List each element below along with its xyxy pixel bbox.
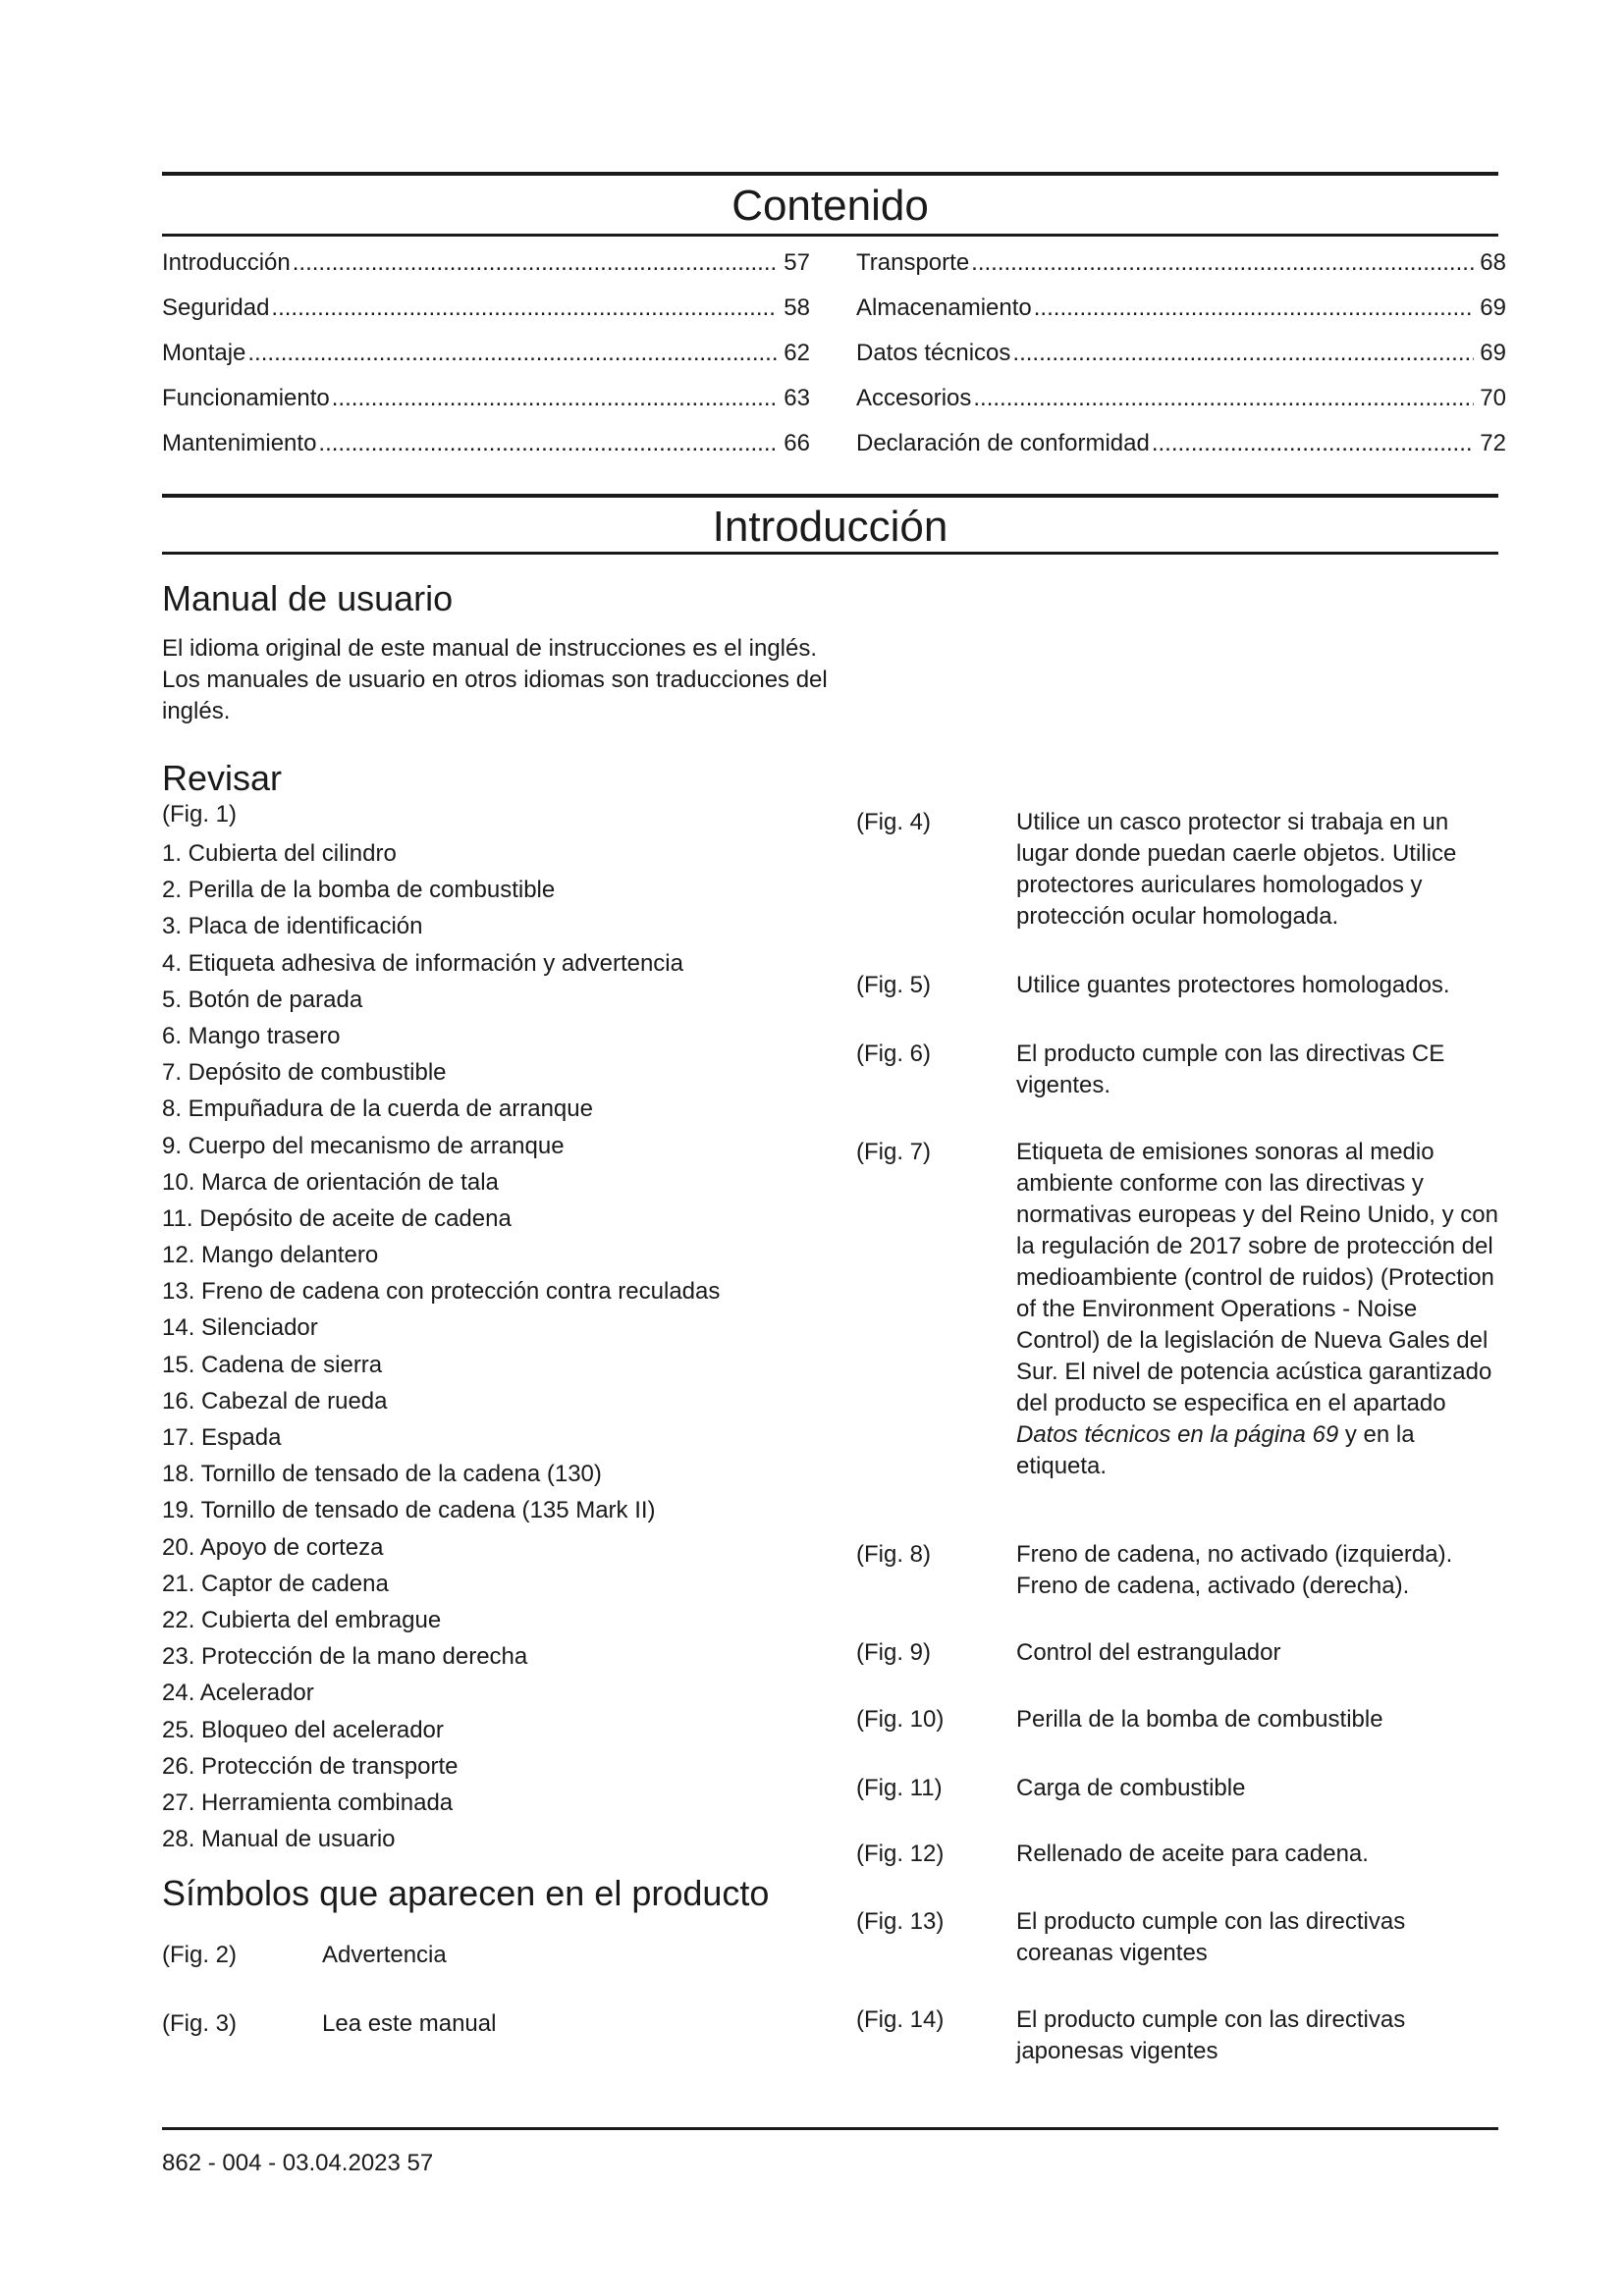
symbol-row bbox=[856, 1539, 1507, 1602]
intro-top-rule bbox=[162, 494, 1498, 498]
cross-reference-link[interactable]: Datos técnicos en la página 69 bbox=[1016, 1421, 1339, 1448]
toc-entry[interactable]: Accesorios ..... 70 bbox=[856, 384, 1506, 429]
list-item: 23. Protección de la mano derecha bbox=[162, 1643, 528, 1671]
symbol-row bbox=[856, 1637, 1507, 1669]
symbol-row bbox=[856, 807, 1507, 933]
list-item: 24. Acelerador bbox=[162, 1680, 314, 1707]
symbol-description: Control del estrangulador bbox=[1016, 1639, 1281, 1666]
toc-right-column bbox=[856, 248, 1506, 474]
symbol-description: Rellenado de aceite para cadena. bbox=[1016, 1841, 1369, 1867]
list-item: 21. Captor de cadena bbox=[162, 1570, 389, 1597]
symbol-row bbox=[162, 1940, 813, 1971]
list-item: 16. Cabezal de rueda bbox=[162, 1387, 388, 1415]
symbol-figure-ref: (Fig. 9) bbox=[856, 1639, 932, 1666]
symbol-row bbox=[856, 1773, 1507, 1804]
symbol-figure-ref: (Fig. 3) bbox=[162, 2010, 238, 2037]
symbol-row bbox=[856, 1906, 1507, 1969]
symbol-description: Carga de combustible bbox=[1016, 1775, 1246, 1801]
symbol-figure-ref: (Fig. 6) bbox=[856, 1041, 932, 1067]
manual-paragraph: El idioma original de este manual de instrucciones es el inglés. Los manuales de usuario en otros idiomas son traducciones del inglés. bbox=[162, 635, 828, 724]
intro-title: Introducción bbox=[712, 503, 948, 551]
symbol-row bbox=[856, 1039, 1507, 1101]
symbols-heading: Símbolos que aparecen en el producto bbox=[162, 1873, 770, 1913]
list-item: 19. Tornillo de tensado de cadena (135 Mark II) bbox=[162, 1497, 656, 1524]
toc-entry[interactable]: Introducción ..... 57 bbox=[162, 248, 810, 294]
symbol-figure-ref: (Fig. 11) bbox=[856, 1775, 943, 1801]
list-item: 5. Botón de parada bbox=[162, 986, 363, 1013]
symbol-row bbox=[856, 1137, 1507, 1482]
symbol-row bbox=[856, 2004, 1507, 2067]
symbol-row bbox=[856, 1704, 1507, 1735]
toc-entry[interactable]: Transporte ..... 68 bbox=[856, 248, 1506, 294]
symbol-figure-ref: (Fig. 14) bbox=[856, 2006, 945, 2033]
list-item: 9. Cuerpo del mecanismo de arranque bbox=[162, 1132, 565, 1159]
footer-rule bbox=[162, 2127, 1498, 2130]
symbol-figure-ref: (Fig. 2) bbox=[162, 1942, 238, 1968]
toc-entry[interactable]: Funcionamiento ..... 63 bbox=[162, 384, 810, 429]
list-item: 14. Silenciador bbox=[162, 1314, 318, 1342]
symbol-row bbox=[856, 970, 1507, 1001]
list-item: 18. Tornillo de tensado de la cadena (130) bbox=[162, 1461, 602, 1488]
toc-entry[interactable]: Datos técnicos ..... 69 bbox=[856, 339, 1506, 384]
page-footer bbox=[162, 2149, 433, 2178]
list-item: 4. Etiqueta adhesiva de información y advertencia bbox=[162, 949, 683, 977]
list-item: 27. Herramienta combinada bbox=[162, 1789, 454, 1816]
intro-title-rule bbox=[162, 552, 1498, 555]
page-number: 57 bbox=[406, 2150, 434, 2176]
toc-title: Contenido bbox=[731, 182, 929, 230]
symbol-row bbox=[856, 1839, 1507, 1870]
list-item: 10. Marca de orientación de tala bbox=[162, 1168, 499, 1196]
review-heading: Revisar bbox=[162, 758, 283, 798]
symbol-figure-ref: (Fig. 7) bbox=[856, 1139, 932, 1165]
symbol-figure-ref: (Fig. 13) bbox=[856, 1908, 945, 1935]
list-item: 2. Perilla de la bomba de combustible bbox=[162, 877, 556, 904]
toc-title-rule bbox=[162, 234, 1498, 237]
list-item: 15. Cadena de sierra bbox=[162, 1351, 383, 1378]
symbol-figure-ref: (Fig. 8) bbox=[856, 1541, 932, 1568]
toc-entry[interactable]: Almacenamiento ..... 69 bbox=[856, 294, 1506, 339]
symbol-row bbox=[162, 2008, 813, 2040]
symbol-description: Perilla de la bomba de combustible bbox=[1016, 1706, 1383, 1733]
symbol-description: El producto cumple con las directivas CE vigentes. bbox=[1016, 1041, 1445, 1098]
symbol-figure-ref: (Fig. 4) bbox=[856, 809, 932, 835]
list-item: 26. Protección de transporte bbox=[162, 1752, 459, 1780]
symbol-description: Advertencia bbox=[322, 1942, 447, 1968]
parts-list bbox=[162, 839, 720, 1861]
toc-entry[interactable]: Seguridad ..... 58 bbox=[162, 294, 810, 339]
symbol-description: Freno de cadena, no activado (izquierda). Freno de cadena, activado (derecha). bbox=[1016, 1541, 1453, 1599]
list-item: 13. Freno de cadena con protección contra reculadas bbox=[162, 1278, 721, 1306]
symbol-description: Lea este manual bbox=[322, 2010, 497, 2037]
list-item: 1. Cubierta del cilindro bbox=[162, 840, 397, 867]
list-item: 7. Depósito de combustible bbox=[162, 1059, 447, 1087]
toc-entry[interactable]: Montaje ..... 62 bbox=[162, 339, 810, 384]
list-item: 20. Apoyo de corteza bbox=[162, 1533, 384, 1561]
top-rule bbox=[162, 172, 1498, 176]
symbol-description: El producto cumple con las directivas japonesas vigentes bbox=[1016, 2006, 1406, 2064]
toc-entry[interactable]: Declaración de conformidad ..... 72 bbox=[856, 429, 1506, 474]
list-item: 11. Depósito de aceite de cadena bbox=[162, 1204, 512, 1232]
symbol-figure-ref: (Fig. 12) bbox=[856, 1841, 945, 1867]
symbol-figure-ref: (Fig. 5) bbox=[856, 972, 932, 998]
list-item: 25. Bloqueo del acelerador bbox=[162, 1716, 444, 1743]
review-figure-ref: (Fig. 1) bbox=[162, 801, 238, 828]
symbol-description: Etiqueta de emisiones sonoras al medio ambiente conforme con las directivas y normativas europeas y del Reino Unido, y con la regulación de 2017 sobre de protección del medioambiente (control de ruidos) (Protection of the Environment Operations - Noise Control) de la legislación de Nueva Gales del Sur. El nivel de potencia acústica garantizado del producto se especifica en el apartado Datos técnicos en la página 69 y en la etiqueta. bbox=[1016, 1139, 1498, 1479]
symbol-description: Utilice un casco protector si trabaja en un lugar donde puedan caerle objetos. Utilice protectores auriculares homologados y protección ocular homologada. bbox=[1016, 809, 1457, 930]
document-code: 862 - 004 - 03.04.2023 bbox=[162, 2150, 401, 2176]
manual-heading: Manual de usuario bbox=[162, 578, 454, 618]
list-item: 17. Espada bbox=[162, 1424, 282, 1451]
list-item: 22. Cubierta del embrague bbox=[162, 1606, 442, 1633]
list-item: 6. Mango trasero bbox=[162, 1022, 341, 1049]
list-item: 3. Placa de identificación bbox=[162, 913, 423, 940]
list-item: 8. Empuñadura de la cuerda de arranque bbox=[162, 1095, 593, 1123]
symbol-description: El producto cumple con las directivas coreanas vigentes bbox=[1016, 1908, 1406, 1966]
toc-entry[interactable]: Mantenimiento ..... 66 bbox=[162, 429, 810, 474]
symbol-figure-ref: (Fig. 10) bbox=[856, 1706, 945, 1733]
symbol-description: Utilice guantes protectores homologados. bbox=[1016, 972, 1450, 998]
toc-left-column bbox=[162, 248, 810, 474]
list-item: 12. Mango delantero bbox=[162, 1242, 379, 1269]
list-item: 28. Manual de usuario bbox=[162, 1826, 396, 1853]
